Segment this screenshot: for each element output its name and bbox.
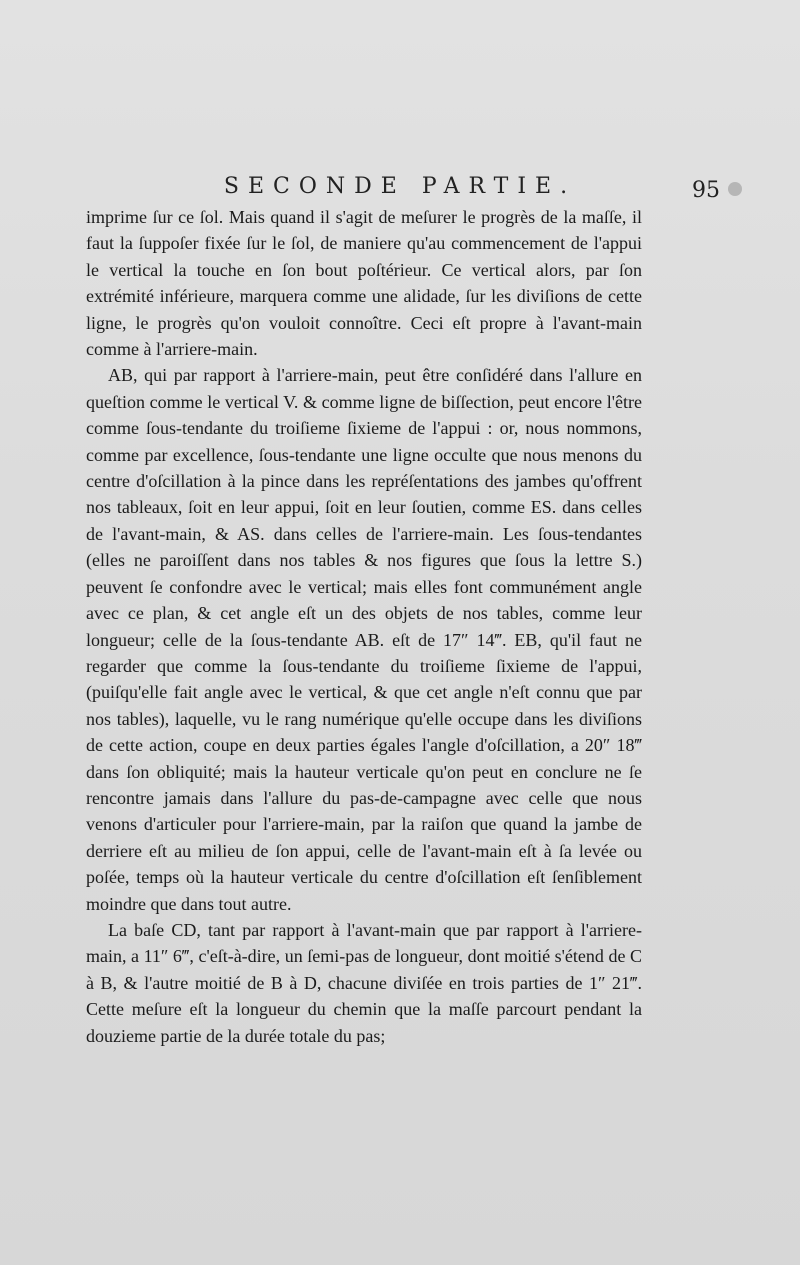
page-header (80, 168, 780, 202)
ink-blot (728, 182, 742, 196)
paragraph-3: La baſe CD, tant par rapport à l'avant-main que par rapport à l'arriere-main, a 11″ 6‴, c'eſt-à-dire, un ſemi-pas de longueur, dont moitié s'étend de C à B, & l'autre moitié de B à D, chacune diviſée en trois parties de 1″ 21‴. Cette meſure eſt la longueur du chemin que la maſſe parcourt pendant la douzieme partie de la durée totale du pas; (86, 919, 642, 1046)
paragraph-1: imprime ſur ce ſol. Mais quand il s'agit de meſurer le progrès de la maſſe, il faut la ſuppoſer fixée ſur le ſol, de maniere qu'au commencement de l'appui le vertical la touche en ſon bout poſtérieur. Ce vertical alors, par ſon extrémité inférieure, marquera comme une alidade, ſur les diviſions de cette ligne, le progrès qu'on vouloit connoître. Ceci eſt propre à l'avant-main comme à l'arriere-main. (86, 207, 642, 360)
body-text (86, 204, 642, 1049)
paragraph-2: AB, qui par rapport à l'arriere-main, peut être conſidéré dans l'allure en queſtion comme le vertical V. & comme ligne de biſſection, peut encore l'être comme ſous-tendante du troiſieme ſixieme de l'appui : or, nous nommons, comme par excellence, ſous-tendante une ligne occulte que nous menons du centre d'oſcillation à la pince dans les repréſentations des jambes qu'offrent nos tableaux, ſoit en leur appui, ſoit en leur ſoutien, comme ES. dans celles de l'avant-main, & AS. dans celles de l'arriere-main. Les ſous-tendantes (elles ne paroiſſent dans nos tables & nos figures que ſous la lettre S.) peuvent ſe confondre avec le vertical; mais elles font communément angle avec ce plan, & cet angle eſt un des objets de nos tables, comme leur longueur; celle de la ſous-tendante AB. eſt de 17″ 14‴. EB, qu'il faut ne regarder que comme la ſous-tendante du troiſieme ſixieme de l'appui, (puiſqu'elle fait angle avec le vertical, & que cet angle n'eſt connu que par nos tables), laquelle, vu le rang numérique qu'elle occupe dans les diviſions de cette action, coupe en deux parties égales l'angle d'oſcillation, a 20″ 18‴ dans ſon obliquité; mais la hauteur verticale qu'on peut en conclure ne ſe rencontre jamais dans l'allure du pas-de-campagne avec celle que nous venons d'articuler pour l'arriere-main, par la raiſon que quand la jambe de derriere eſt au milieu de ſon appui, celle de l'avant-main eſt à ſa levée ou poſée, temps où la hauteur verticale du centre d'oſcillation eſt ſenſiblement moindre que dans tout autre. (86, 365, 642, 914)
page-number: 95 (692, 178, 720, 203)
running-title: SECONDE PARTIE. (223, 174, 577, 199)
